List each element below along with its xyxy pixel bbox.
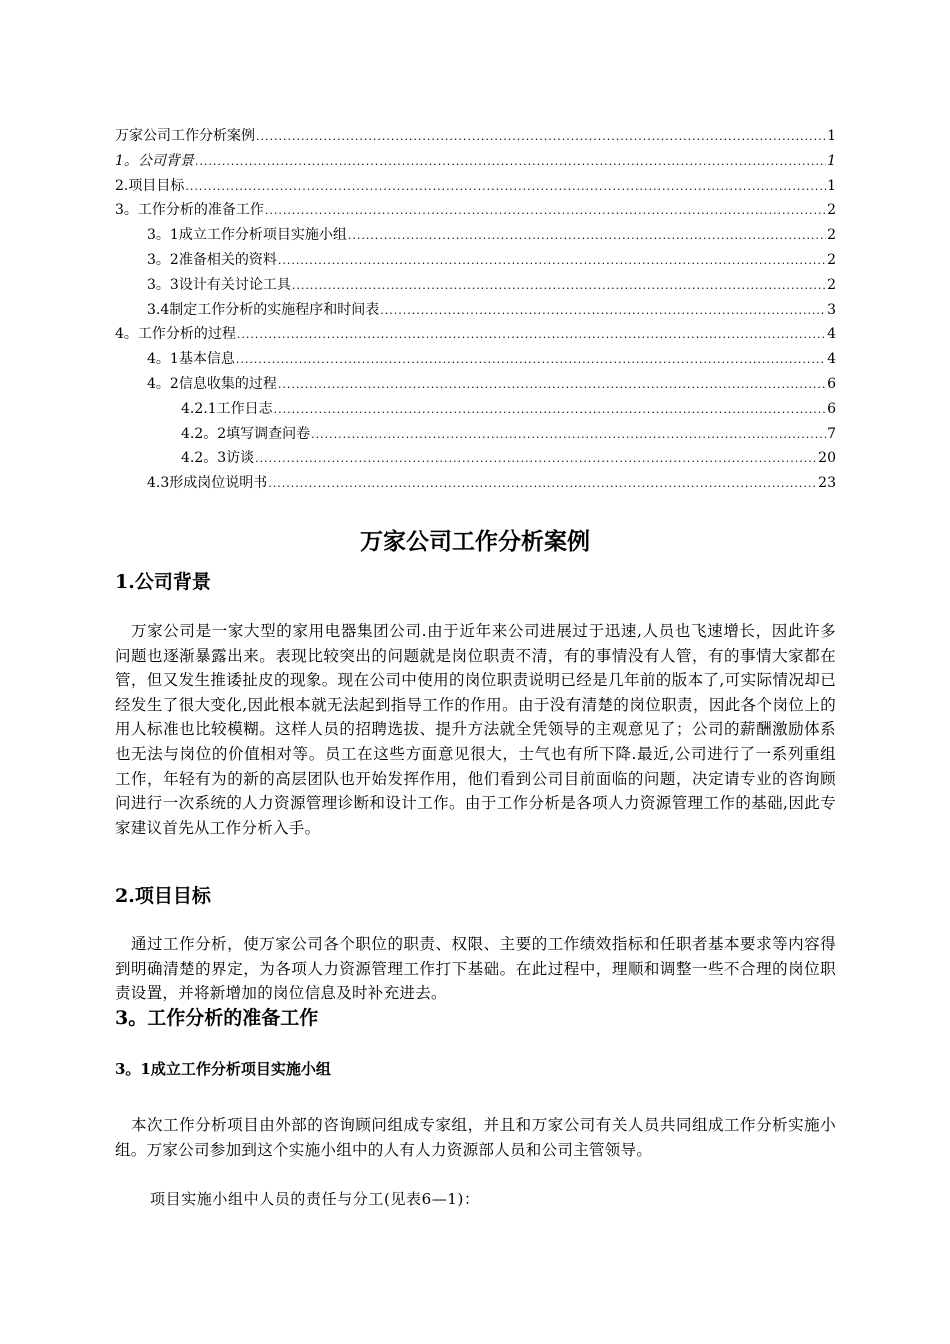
toc-entry-title: 4.2.1工作日志	[181, 400, 273, 417]
section-heading-goals: 2.项目目标	[115, 885, 211, 907]
section-heading-preparation: 3。工作分析的准备工作	[115, 1007, 319, 1029]
toc-dot-leader	[237, 323, 826, 348]
toc-dot-leader	[348, 224, 826, 249]
toc-dot-leader	[195, 150, 826, 175]
toc-entry-page: 1	[827, 128, 836, 144]
toc-dot-leader	[292, 274, 826, 299]
toc-entry-page: 6	[827, 375, 836, 392]
paragraph-background: 万家公司是一家大型的家用电器集团公司.由于近年来公司进展过于迅速,人员也飞速增长，因此许多问题也逐渐暴露出来。表现比较突出的问题就是岗位职责不清，有的事情没有人管，有的事情大家都在管，但又发生推诿扯皮的现象。现在公司中使用的岗位职责说明已经是几年前的版本了,可实际情况却已经发生了很大变化,因此根本就无法起到指导工作的作用。由于没有清楚的岗位职责，因此各个岗位上的用人标准也比较模糊。这样人员的招聘选拔、提升方法就全凭领导的主观意见了；公司的薪酬激励体系也无法与岗位的价值相对等。员工在这些方面意见很大，士气也有所下降.最近,公司进行了一系列重组工作，年轻有为的新的高层团队也开始发挥作用，他们看到公司目前面临的问题，决定请专业的咨询顾问进行一次系统的人力资源管理诊断和设计工作。由于工作分析是各项人力资源管理工作的基础,因此专家建议首先从工作分析入手。	[115, 622, 836, 837]
table-of-contents	[115, 124, 836, 496]
toc-entry-title: 4.3形成岗位说明书	[147, 475, 268, 492]
toc-dot-leader	[265, 199, 826, 224]
toc-entry-title: 万家公司工作分析案例	[115, 128, 255, 144]
toc-dot-leader	[278, 373, 826, 398]
toc-entry-page: 2	[827, 227, 836, 244]
toc-entry-title: 4。2信息收集的过程	[147, 375, 277, 392]
document-title: 万家公司工作分析案例	[360, 528, 590, 555]
toc-entry[interactable]	[115, 198, 836, 223]
toc-dot-leader	[380, 299, 826, 324]
toc-entry-title: 3。3设计有关讨论工具	[147, 276, 291, 293]
toc-entry[interactable]	[115, 223, 836, 248]
toc-entry-page: 2	[827, 251, 836, 268]
toc-dot-leader	[256, 125, 826, 150]
toc-entry[interactable]	[115, 471, 836, 496]
paragraph-goals: 通过工作分析，使万家公司各个职位的职责、权限、主要的工作绩效指标和任职者基本要求等内容得到明确清楚的界定，为各项人力资源管理工作打下基础。在此过程中，理顺和调整一些不合理的岗位职责设置，并将新增加的岗位信息及时补充进去。	[115, 935, 836, 1003]
toc-entry-title: 1。公司背景	[115, 152, 194, 169]
subsection-heading-team: 3。1成立工作分析项目实施小组	[115, 1060, 331, 1078]
toc-entry-title: 4。1基本信息	[147, 351, 235, 368]
section-heading-background: 1.公司背景	[115, 571, 211, 593]
toc-entry-page: 6	[827, 400, 836, 417]
toc-dot-leader	[185, 175, 826, 200]
toc-entry[interactable]	[115, 372, 836, 397]
toc-entry[interactable]	[115, 273, 836, 298]
toc-entry-title: 2.项目目标	[115, 177, 185, 194]
toc-entry-title: 3.4制定工作分析的实施程序和时间表	[147, 301, 380, 318]
toc-entry[interactable]	[115, 174, 836, 199]
toc-dot-leader	[278, 249, 826, 274]
toc-entry-page: 4	[827, 351, 836, 368]
toc-entry[interactable]	[115, 149, 836, 174]
toc-entry[interactable]	[115, 397, 836, 422]
toc-entry[interactable]	[115, 298, 836, 323]
toc-entry[interactable]	[115, 248, 836, 273]
toc-entry[interactable]	[115, 347, 836, 372]
toc-entry-title: 3。2准备相关的资料	[147, 251, 277, 268]
toc-entry-page: 4	[827, 326, 836, 343]
toc-entry-page: 2	[827, 202, 836, 219]
toc-entry-title: 3。1成立工作分析项目实施小组	[147, 227, 347, 244]
toc-dot-leader	[268, 472, 817, 497]
toc-entry[interactable]	[115, 124, 836, 149]
toc-entry[interactable]	[115, 422, 836, 447]
table-reference-note: 项目实施小组中人员的责任与分工(见表6—1)：	[150, 1190, 480, 1208]
toc-entry-title: 4.2。2填写调查问卷	[181, 425, 311, 442]
toc-entry-page: 23	[818, 475, 836, 492]
toc-entry[interactable]	[115, 322, 836, 347]
toc-entry-title: 4。工作分析的过程	[115, 326, 236, 343]
toc-entry-page: 7	[827, 425, 836, 442]
toc-entry-title: 4.2。3访谈	[181, 450, 255, 467]
paragraph-team: 本次工作分析项目由外部的咨询顾问组成专家组，并且和万家公司有关人员共同组成工作分析实施小组。万家公司参加到这个实施小组中的人有人力资源部人员和公司主管领导。	[115, 1116, 836, 1159]
toc-entry-page: 20	[818, 450, 836, 467]
toc-dot-leader	[274, 398, 826, 423]
toc-entry-page: 1	[827, 152, 836, 169]
toc-dot-leader	[236, 348, 826, 373]
toc-entry-page: 1	[827, 177, 836, 194]
toc-entry-page: 2	[827, 276, 836, 293]
toc-entry-page: 3	[827, 301, 836, 318]
toc-entry-title: 3。工作分析的准备工作	[115, 202, 264, 219]
toc-dot-leader	[255, 447, 817, 472]
toc-entry[interactable]	[115, 446, 836, 471]
toc-dot-leader	[311, 423, 826, 448]
